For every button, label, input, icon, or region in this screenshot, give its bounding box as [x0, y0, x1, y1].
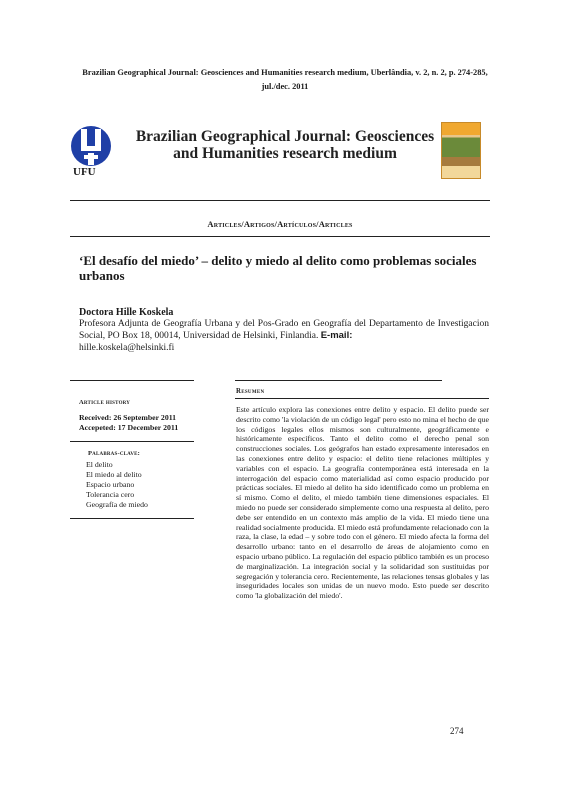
divider: [70, 518, 194, 519]
article-history-heading: Article history: [79, 399, 131, 406]
journal-title: Brazilian Geographical Journal: Geosciences and Humanities research medium: [135, 128, 435, 162]
abstract-heading: Resumen: [236, 388, 265, 395]
citation-header: Brazilian Geographical Journal: Geosciences and Humanities research medium, Uberlândia, v. 2, n. 2, p. 274-285, jul./dec. 2011: [82, 68, 488, 91]
divider: [235, 380, 442, 381]
divider: [70, 380, 194, 381]
section-heading: Articles/Artigos/Artículos/Articles: [207, 219, 353, 229]
article-title: ‘El desafío del miedo’ – delito y miedo al delito como problemas sociales urbanos: [79, 253, 477, 283]
abstract-text: Este artículo explora las conexiones entre delito y espacio. El delito puede ser descrito como 'la violación de un código legal' pero esto no mina el hecho de que los códigos legales ellos mismos son culturalmente, geográficamente e históricamente específicos. Tanto el delito como el derecho penal son construcciones sociales. Los geógrafos han estado expresamente interesados en las conexiones entre delito y espacio: el delito tiene relaciones múltiples y variables con el espacio. La geografía contemporánea está interesada en la interrogación del espacio como materialidad así como espacio producido por prácticas sociales. El miedo al delito ha sido identificado como un problema en sí mismo. Como el delito, el miedo también tiene dimensiones espaciales. El miedo no puede ser considerado simplemente como una respuesta al delito, pero debe ser entendido en un contexto más amplio de la vida. El miedo tiene una realidad socialmente producida. El miedo está profundamente relacionado con la raza, la clase, la edad – y sobre todo con el género. El miedo afecta la forma del desarrollo urbano: tanto en el desarrollo de áreas de alojamiento como en espacio urbano público. La regulación del espacio público también es un proceso de marginalización. La integración social y la solidaridad son sustituidas por segregación y tolerancia cero. Recientemente, las relaciones tensas globales y las inseguridades locales son unidas de un nuevo modo. Esto puede ser descrito como 'la globalización del miedo'.: [236, 405, 489, 601]
divider: [70, 236, 490, 237]
keyword-item: Tolerancia cero: [86, 490, 135, 499]
keyword-item: El miedo al delito: [86, 470, 142, 479]
keyword-item: Geografía de miedo: [86, 500, 148, 509]
keyword-item: Espacio urbano: [86, 480, 135, 489]
accepted-date: Accepeted: 17 December 2011: [79, 423, 179, 432]
author-affiliation: [79, 318, 489, 343]
ufu-logo-text: UFU: [73, 166, 96, 178]
divider: [70, 200, 490, 201]
keyword-item: El delito: [86, 460, 113, 469]
author-email[interactable]: hille.koskela@helsinki.fi: [79, 343, 175, 353]
received-date: Received: 26 September 2011: [79, 413, 177, 422]
journal-cover-icon: [441, 122, 481, 179]
page-number: 274: [450, 726, 464, 736]
author-name: Doctora Hille Koskela: [79, 307, 174, 318]
affiliation-text: Profesora Adjunta de Geografía Urbana y del Pos-Grado en Geografía del Departamento de Investigacion Social, PO Box 18, 00014, Universidad de Helsinki, Finlandia.: [79, 319, 489, 342]
email-label: E-mail:: [320, 330, 353, 342]
divider: [70, 441, 194, 442]
divider: [235, 398, 489, 399]
keywords-heading: Palabras-clave:: [88, 450, 141, 457]
